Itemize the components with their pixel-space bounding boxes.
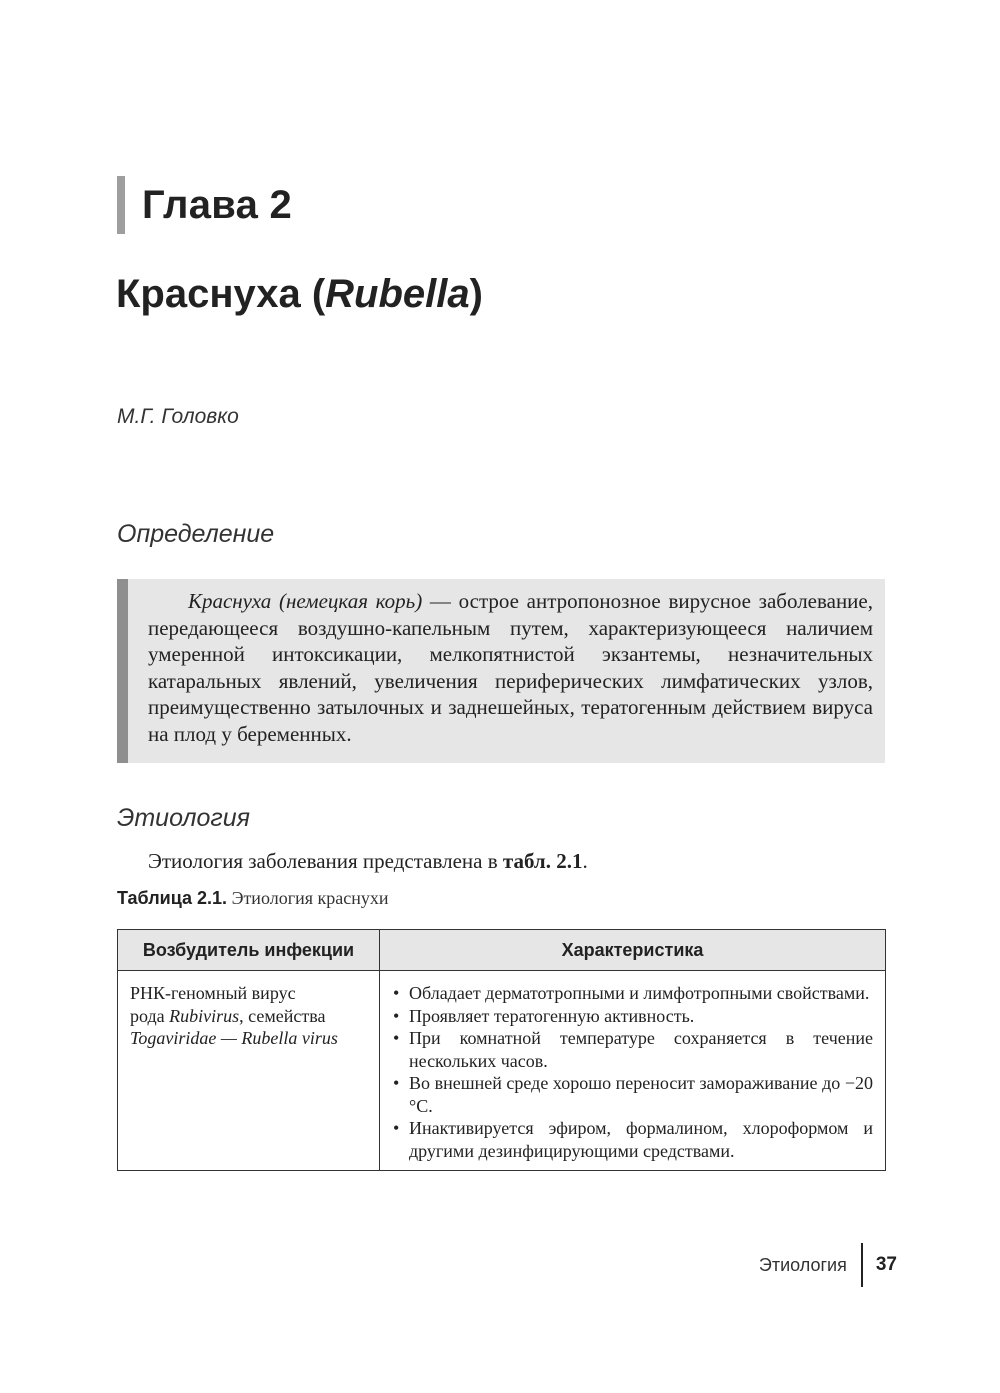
etiology-table <box>117 929 886 1171</box>
definition-heading: Определение <box>117 520 275 548</box>
agent-cell <box>118 971 380 1171</box>
table-header-characteristics: Характеристика <box>380 930 886 971</box>
agent-line-2-prefix: рода <box>130 1005 170 1026</box>
etiology-intro-end: . <box>582 849 588 873</box>
definition-term: Краснуха (немецкая корь) <box>188 589 423 613</box>
table-caption-text: Этиология краснухи <box>227 888 389 908</box>
agent-genus: Rubivirus <box>169 1005 240 1026</box>
etiology-heading: Этиология <box>117 804 251 832</box>
footer-divider <box>861 1243 863 1287</box>
table-row <box>118 971 886 1171</box>
table-header-agent: Возбудитель инфекции <box>118 930 380 971</box>
author: М.Г. Головко <box>117 405 239 428</box>
characteristics-cell <box>380 971 886 1171</box>
definition-body: — острое антропонозное вирусное заболевание, передающееся воздушно-капельным путем, характеризующееся наличием умеренной интоксикации, мелкопятнистой экзантемы, незначительных катаральных явлений, увеличения периферических лимфатических узлов, преимущественно затылочных и заднешейных, тератогенным действием вируса на плод у беременных. <box>148 589 873 746</box>
agent-line-2 <box>130 1005 367 1028</box>
footer-section-title: Этиология <box>758 1254 847 1275</box>
agent-line-2-suffix: , семейства <box>239 1005 326 1026</box>
title-main: Краснуха ( <box>116 272 326 316</box>
table-reference: табл. 2.1 <box>502 849 583 873</box>
list-item: • Во внешней среде хорошо переносит замораживание до −20 °C. <box>392 1072 873 1117</box>
page-number: 37 <box>875 1254 897 1275</box>
table-header-row <box>118 930 886 971</box>
table-caption <box>117 888 388 909</box>
chapter-label: Глава 2 <box>142 182 293 227</box>
characteristics-list <box>392 982 873 1162</box>
list-item: • Обладает дерматотропными и лимфотропными свойствами. <box>392 982 873 1005</box>
agent-family-species: Togaviridae — Rubella virus <box>130 1028 338 1048</box>
list-item: • При комнатной температуре сохраняется в течение нескольких часов. <box>392 1027 873 1072</box>
title-close: ) <box>469 272 483 316</box>
agent-line-1: РНК-геномный вирус <box>130 983 296 1003</box>
etiology-intro <box>148 849 588 874</box>
list-item: • Инактивируется эфиром, формалином, хлороформом и другими дезинфицирующими средствами. <box>392 1117 873 1162</box>
chapter-accent-bar <box>117 176 125 234</box>
page-footer <box>759 1243 897 1287</box>
table-caption-label: Таблица 2.1. <box>117 888 228 908</box>
definition-text <box>148 588 873 747</box>
agent-line-3 <box>130 1027 367 1050</box>
etiology-intro-text: Этиология заболевания представлена в <box>148 849 503 873</box>
chapter-heading <box>117 176 292 234</box>
title-latin: Rubella <box>325 272 470 316</box>
list-item: • Проявляет тератогенную активность. <box>392 1005 873 1028</box>
definition-box <box>117 579 885 763</box>
page-title <box>116 272 483 317</box>
